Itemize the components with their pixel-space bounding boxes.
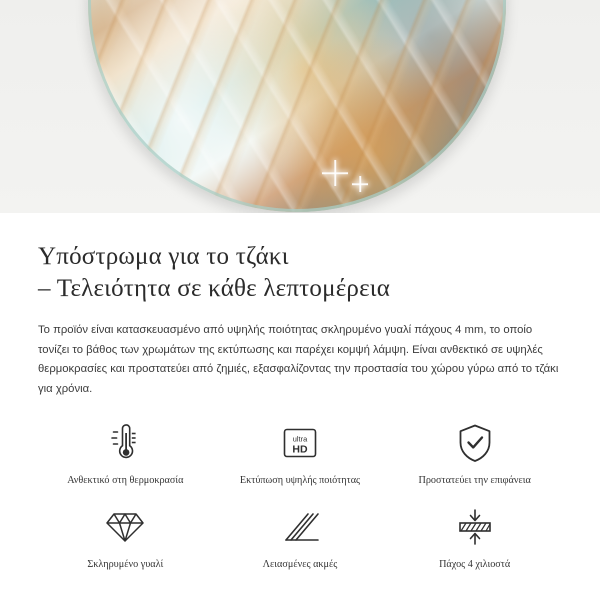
badge-top-text: ultra: [292, 434, 308, 444]
feature-label: Σκληρυμένο γυαλί: [87, 559, 164, 570]
feature-label: Λειασμένες ακμές: [262, 559, 338, 570]
page-title-line-1: Υπόστρωμα για το τζάκι: [38, 243, 289, 270]
feature-label: Προστατεύει την επιφάνεια: [418, 475, 531, 486]
ultra-hd-icon: [278, 421, 322, 465]
marble-glass-plate: [88, 0, 506, 212]
page-title-line-2: – Τελειότητα σε κάθε λεπτομέρεια: [38, 275, 391, 302]
feature-item: [387, 505, 562, 571]
thickness-arrows-icon: [453, 505, 497, 549]
shield-check-icon: [453, 421, 497, 465]
badge-bottom-text: HD: [292, 443, 308, 456]
feature-label: Πάχος 4 χιλιοστά: [439, 559, 511, 570]
feature-item: [213, 505, 388, 571]
description-paragraph: Το προϊόν είναι κατασκευασμένο από υψηλής ποιότητας σκληρυμένο γυαλί πάχους 4 mm, το οποίο τονίζει το βάθος των χρωμάτων της εκτύπωσης και παρέχει κομψή λάμψη. Είναι ανθεκτικό σε υψηλές θερμοκρασίες και προστατεύει από ζημιές, εξασφαλίζοντας την προστασία του χώρου γύρω από το τζάκι για χρόνια.: [38, 324, 559, 395]
diamond-icon: [103, 505, 147, 549]
content-area: [0, 213, 600, 571]
hero-image: [0, 0, 600, 213]
feature-label: Ανθεκτικό στη θερμοκρασία: [67, 475, 184, 486]
feature-item: [213, 421, 388, 487]
feature-label: Εκτύπωση υψηλής ποιότητας: [239, 475, 361, 486]
page-title: [38, 241, 562, 305]
feature-grid: [38, 421, 562, 571]
polished-edges-icon: [278, 505, 322, 549]
feature-item: [38, 421, 213, 487]
thermometer-icon: [103, 421, 147, 465]
feature-item: [387, 421, 562, 487]
feature-item: [38, 505, 213, 571]
